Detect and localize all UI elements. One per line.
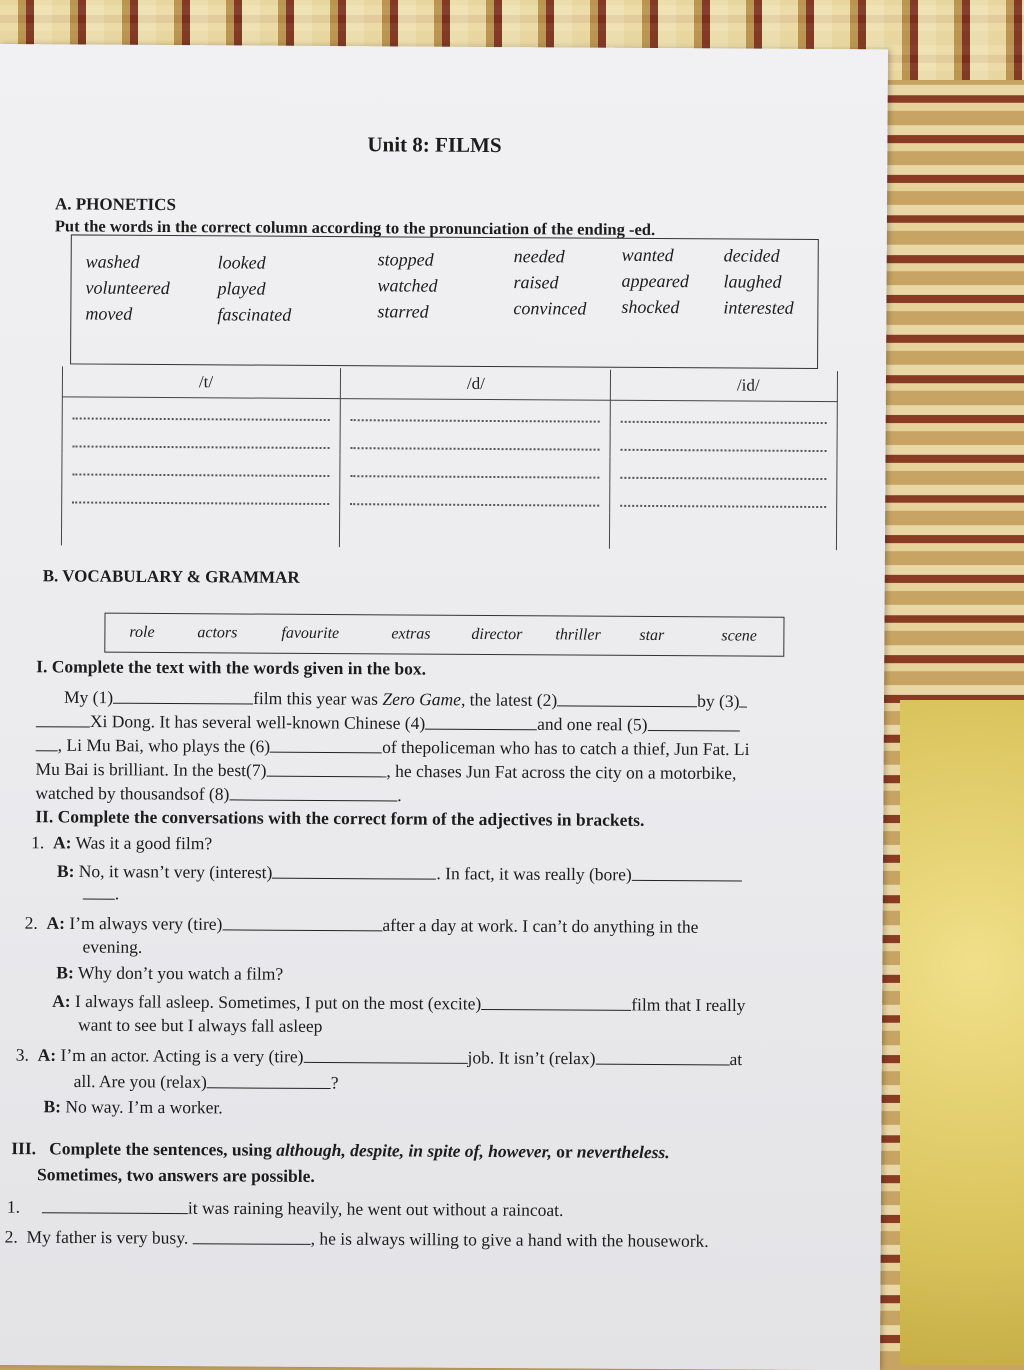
vocab-word: director <box>471 625 523 644</box>
section-a-heading: A. PHONETICS <box>54 194 177 215</box>
word: watched <box>377 275 438 296</box>
blank-5[interactable] <box>647 712 739 731</box>
answer-line[interactable] <box>350 489 599 507</box>
word: shocked <box>621 296 680 318</box>
word: starred <box>377 301 429 322</box>
vocab-word: favourite <box>281 624 340 643</box>
answer-line[interactable] <box>73 403 330 421</box>
conversation-3-line-2: all. Are you (relax) ? <box>73 1070 339 1093</box>
column-header-id: /id/ <box>610 370 837 402</box>
blank-5-cont[interactable] <box>36 732 58 751</box>
column-header-t: /t/ <box>62 366 340 398</box>
conversation-1-line-2: B: No, it wasn’t very (interest) . In fact, it was really (bore) <box>57 858 742 886</box>
yellow-cloth-background <box>900 700 1024 1365</box>
blank-bore[interactable] <box>632 862 742 881</box>
word: volunteered <box>85 277 170 299</box>
vocab-word: role <box>129 623 155 641</box>
answer-line[interactable] <box>351 433 600 451</box>
word: stopped <box>377 249 434 270</box>
exercise-3-heading: III. Complete the sentences, using although, despite, in spite of, however, or nevertheless. <box>11 1138 670 1163</box>
answer-line[interactable] <box>621 407 827 424</box>
word: appeared <box>621 270 689 292</box>
exercise-1-line-4: Mu Bai is brilliant. In the best(7) , he chases Jun Fat across the city on a motorbike, <box>35 758 737 784</box>
blank-bore-cont[interactable] <box>83 881 115 900</box>
conversation-2-line-4: A: I always fall asleep. Sometimes, I put on the most (excite) film that I really <box>52 990 746 1016</box>
exercise-1-line-1: My (1) film this year was Zero Game, the latest (2) by (3) <box>64 684 748 712</box>
word: needed <box>513 246 565 267</box>
vocab-word: actors <box>197 624 238 642</box>
blank-3[interactable] <box>739 689 747 708</box>
blank-8[interactable] <box>229 781 397 801</box>
word: moved <box>85 303 133 324</box>
exercise-3-sentence-1: 1. it was raining heavily, he went out without a raincoat. <box>7 1194 564 1221</box>
blank-4[interactable] <box>425 711 537 730</box>
answer-line[interactable] <box>72 487 329 505</box>
answer-line[interactable] <box>620 491 826 508</box>
blank-s2[interactable] <box>193 1225 311 1244</box>
blank-7[interactable] <box>266 758 386 777</box>
blank-2[interactable] <box>557 687 697 706</box>
vocab-word: thriller <box>555 626 601 644</box>
exercise-1-line-3: , Li Mu Bai, who plays the (6) of thepoliceman who has to catch a thief, Jun Fat. Li <box>36 732 750 760</box>
answer-line[interactable] <box>73 431 330 449</box>
vocab-word: extras <box>391 625 431 643</box>
vocab-word: scene <box>721 627 757 645</box>
exercise-1-line-5: watched by thousandsof (8) . <box>35 782 402 805</box>
column-header-d: /d/ <box>340 368 610 400</box>
exercise-1-heading: I. Complete the text with the words given in the box. <box>36 656 427 679</box>
blank-s1[interactable] <box>42 1194 188 1213</box>
word: decided <box>723 245 780 266</box>
conversation-2-line-1: 2. A: I’m always very (tire) after a day at work. I can’t do anything in the <box>24 912 699 937</box>
blank-relax[interactable] <box>595 1046 729 1065</box>
blank-interest[interactable] <box>272 860 436 880</box>
word: fascinated <box>217 304 292 325</box>
answer-line[interactable] <box>620 463 826 480</box>
vocabulary-box <box>104 613 784 657</box>
exercise-3-sentence-2: 2. My father is very busy. , he is always willing to give a hand with the housework. <box>4 1226 709 1251</box>
exercise-2-heading: II. Complete the conversations with the correct form of the adjectives in brackets. <box>35 806 645 830</box>
word: convinced <box>513 298 587 319</box>
word: looked <box>217 252 266 273</box>
conversation-1-line-1: 1. A: Was it a good film? <box>31 832 213 854</box>
vocab-word: star <box>639 626 665 645</box>
conversation-3-line-3: B: No way. I’m a worker. <box>43 1096 223 1118</box>
word: played <box>217 278 266 299</box>
blank-tire-2[interactable] <box>303 1044 467 1064</box>
blank-relax-2[interactable] <box>207 1069 331 1088</box>
word-box <box>70 234 819 369</box>
conversation-1-line-3: . <box>83 881 120 905</box>
answer-line[interactable] <box>351 405 600 423</box>
pronunciation-table <box>61 366 838 550</box>
word: interested <box>723 297 794 318</box>
exercise-1-line-2: Xi Dong. It has several well-known Chinese (4) and one real (5) <box>36 708 740 736</box>
worksheet-paper <box>0 44 888 1370</box>
blank-tire[interactable] <box>222 911 382 930</box>
section-a-instruction: Put the words in the correct column according to the pronunciation of the ending -ed. <box>54 216 656 240</box>
word: raised <box>513 272 559 293</box>
conversation-2-line-2: evening. <box>82 936 143 957</box>
word: washed <box>85 251 140 272</box>
conversation-2-line-5: want to see but I always fall asleep <box>77 1014 323 1036</box>
conversation-3-line-1: 3. A: I’m an actor. Acting is a very (tire) job. It isn’t (relax) at <box>15 1044 743 1070</box>
conversation-2-line-3: B: Why don’t you watch a film? <box>56 962 284 984</box>
answer-line[interactable] <box>621 435 827 452</box>
exercise-3-subheading: Sometimes, two answers are possible. <box>37 1164 315 1186</box>
blank-6[interactable] <box>270 734 382 753</box>
word: laughed <box>723 271 782 292</box>
word: wanted <box>621 244 674 266</box>
answer-line[interactable] <box>350 461 599 479</box>
section-b-heading: B. VOCABULARY & GRAMMAR <box>42 566 300 587</box>
blank-3-cont[interactable] <box>36 708 90 727</box>
page-title: Unit 8: FILMS <box>367 132 502 158</box>
blank-1[interactable] <box>113 685 253 704</box>
answer-line[interactable] <box>72 459 329 477</box>
blank-excite[interactable] <box>481 991 631 1010</box>
